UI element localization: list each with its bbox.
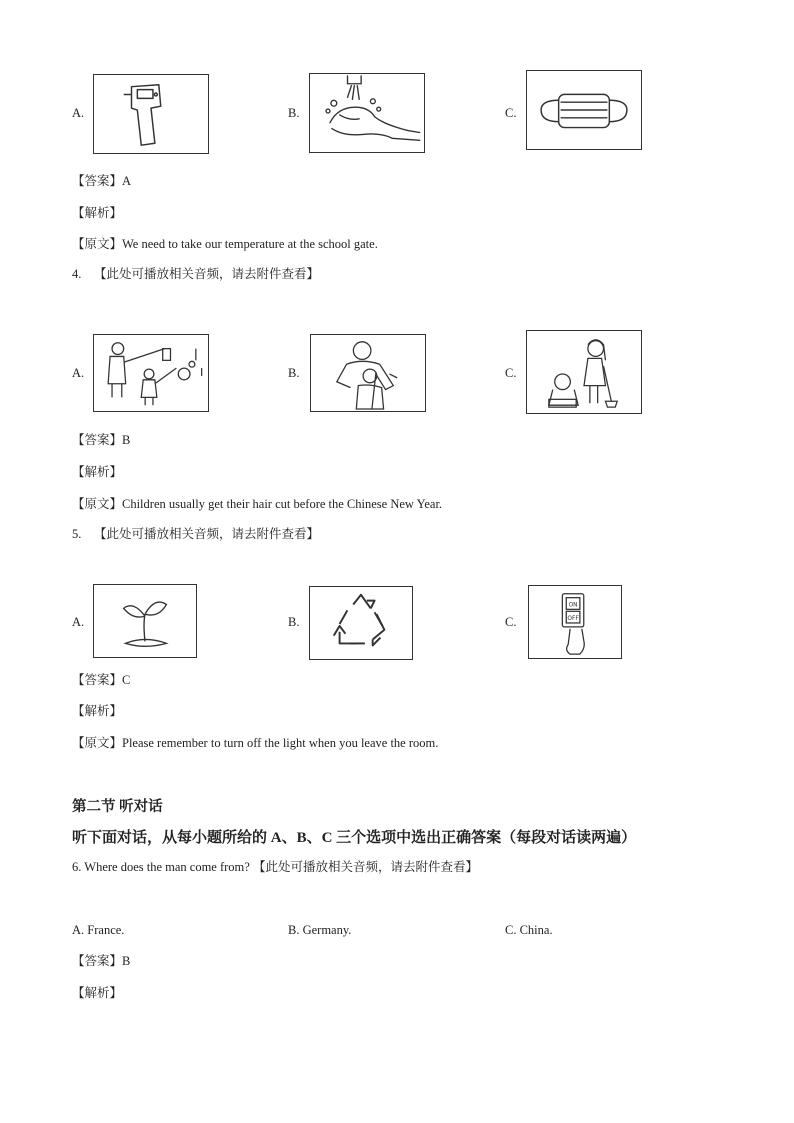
cleaning-kids-icon [526, 330, 642, 414]
q6-option-c: C. China. [505, 923, 553, 937]
q3-original-text: 【原文】We need to take our temperature at the school gate. [72, 237, 378, 251]
q6-option-a: A. France. [72, 923, 125, 937]
lantern-kids-icon [93, 334, 209, 412]
q4-option-b-label: B. [288, 366, 300, 380]
q5-original-text: 【原文】Please remember to turn off the light when you leave the room. [72, 736, 439, 750]
q3-option-a-label: A. [72, 106, 85, 120]
q3-answer: 【答案】A [72, 174, 132, 188]
q3-option-b-label: B. [288, 106, 300, 120]
q5-number: 5. [72, 527, 82, 541]
seedling-icon [93, 584, 197, 658]
q3-option-c-label: C. [505, 106, 517, 120]
face-mask-icon [526, 70, 642, 150]
section2-title: 第二节 听对话 [72, 799, 163, 815]
q4-audio-note: 【此处可播放相关音频，请去附件查看】 [94, 267, 320, 281]
switch-on-label: ON [568, 602, 578, 609]
switch-off-label: OFF [567, 616, 579, 623]
q6-answer: 【答案】B [72, 954, 131, 968]
thermometer-gun-icon [93, 74, 209, 154]
q6-option-b: B. Germany. [288, 923, 352, 937]
q4-answer: 【答案】B [72, 433, 131, 447]
q4-number: 4. [72, 267, 82, 281]
q5-option-a-label: A. [72, 615, 85, 629]
light-switch-icon [528, 585, 622, 659]
q6-analysis: 【解析】 [72, 986, 123, 1000]
recycle-icon [309, 586, 413, 660]
q5-analysis: 【解析】 [72, 704, 123, 718]
haircut-icon [310, 334, 426, 412]
q4-analysis: 【解析】 [72, 465, 123, 479]
q5-answer: 【答案】C [72, 673, 131, 687]
q4-option-c-label: C. [505, 366, 517, 380]
q3-analysis: 【解析】 [72, 206, 123, 220]
hand-washing-icon [309, 73, 425, 153]
q4-option-a-label: A. [72, 366, 85, 380]
q6-question: 6. Where does the man come from? 【此处可播放相关音频，请去附件查看】 [72, 860, 478, 874]
q5-option-b-label: B. [288, 615, 300, 629]
q5-option-c-label: C. [505, 615, 517, 629]
section2-instruction: 听下面对话，从每小题所给的 A、B、C 三个选项中选出正确答案（每段对话读两遍） [72, 830, 637, 846]
q4-original-text: 【原文】Children usually get their hair cut before the Chinese New Year. [72, 497, 443, 511]
q5-audio-note: 【此处可播放相关音频，请去附件查看】 [94, 527, 320, 541]
